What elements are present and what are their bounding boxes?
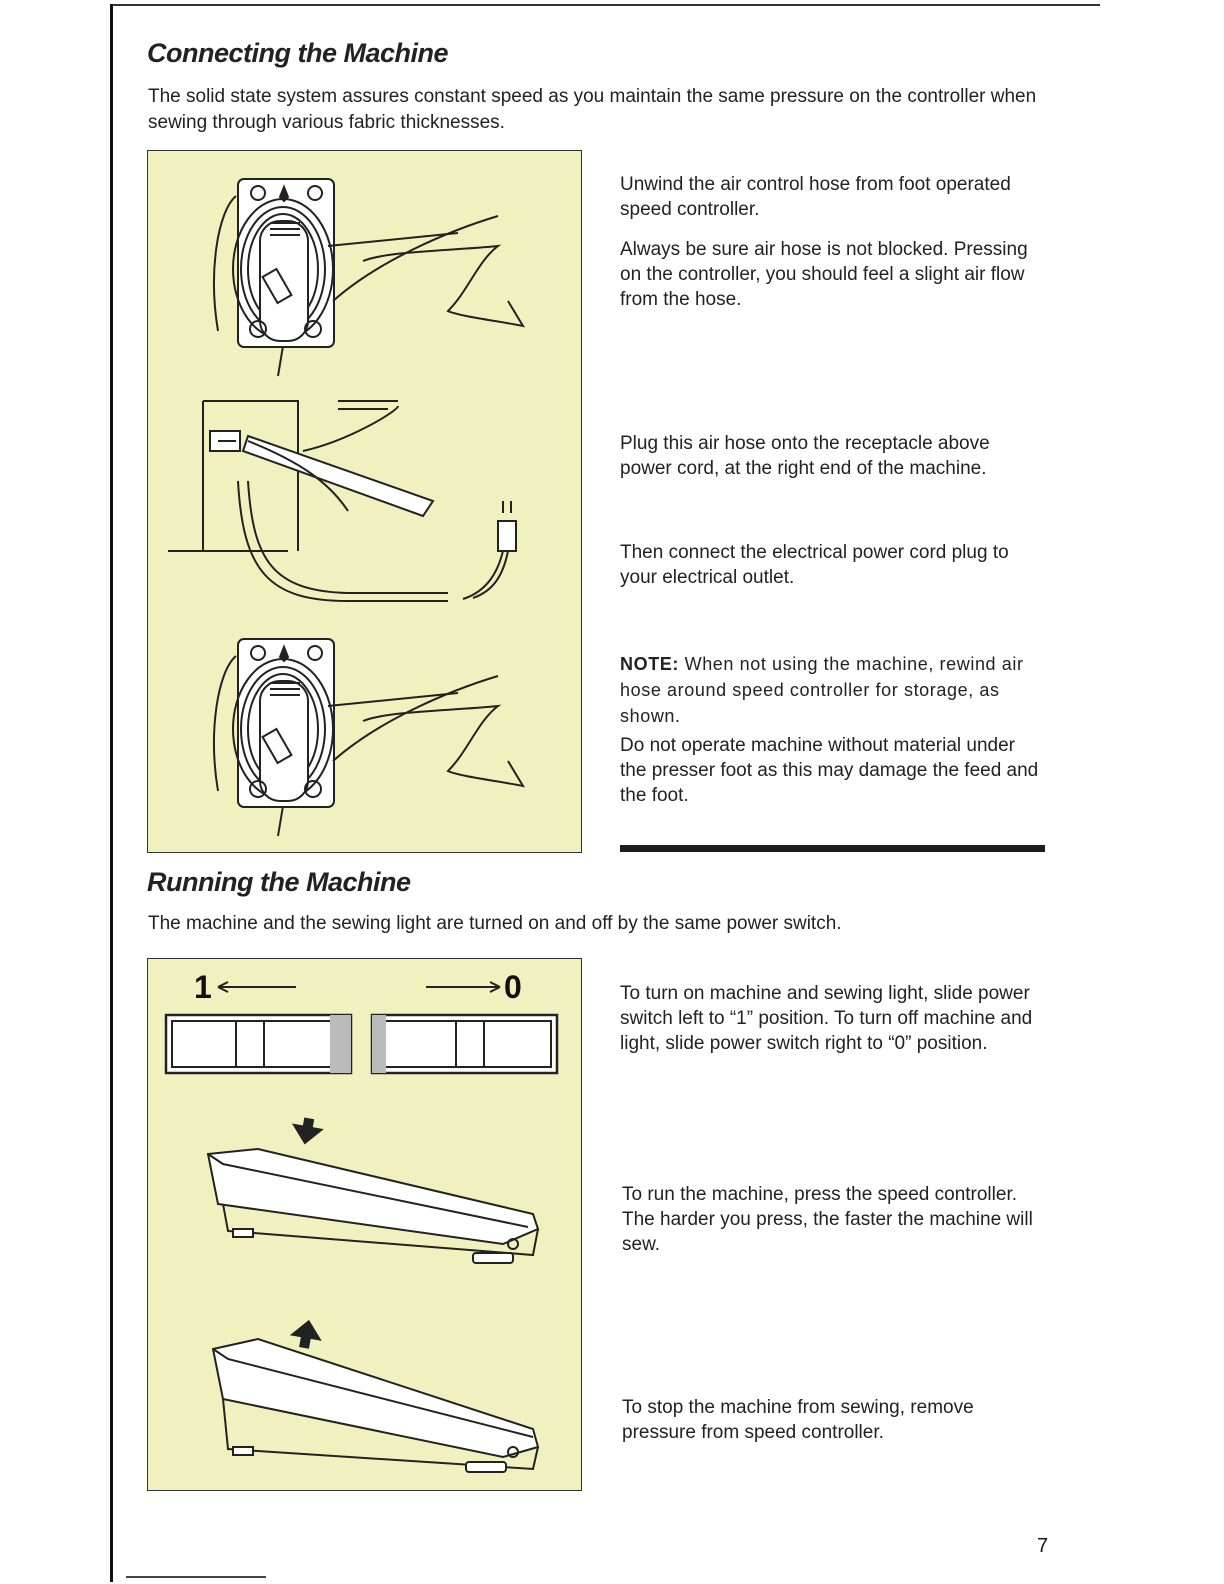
pressed-controller-illustration <box>208 1117 538 1263</box>
footer-line <box>126 1576 266 1578</box>
section-divider <box>620 845 1045 852</box>
power-switch-off-position <box>372 1015 557 1073</box>
running-illustration-svg <box>148 959 582 1491</box>
running-illustration <box>147 958 582 1491</box>
connecting-step-2: Always be sure air hose is not blocked. Pressing on the controller, you should feel a slight air flow from the hose. <box>620 239 1028 310</box>
connecting-step-1: Unwind the air control hose from foot operated speed controller. <box>620 174 1011 220</box>
note-label: NOTE: <box>620 654 679 674</box>
operation-warning: Do not operate machine without material under the presser foot as this may damage the feed and the foot. <box>620 735 1039 806</box>
page-border-left <box>110 4 113 1582</box>
power-switch-on-position <box>166 1015 351 1073</box>
controller-wound-illustration-bottom <box>214 639 523 836</box>
connecting-step-4: Then connect the electrical power cord plug to your electrical outlet. <box>620 542 1009 588</box>
running-step-3: To stop the machine from sewing, remove pressure from speed controller. <box>622 1397 974 1443</box>
controller-wound-illustration-top <box>214 179 523 376</box>
storage-note <box>620 651 1048 729</box>
connecting-step-3: Plug this air hose onto the receptacle above power cord, at the right end of the machine. <box>620 433 990 479</box>
note-text: When not using the machine, rewind air hose around speed controller for storage, as shown. <box>620 654 1024 726</box>
running-intro: The machine and the sewing light are turned on and off by the same power switch. <box>148 913 842 934</box>
switch-direction-arrows <box>218 982 500 992</box>
connecting-illustration <box>147 150 582 853</box>
running-step-2: To run the machine, press the speed controller. The harder you press, the faster the machine will sew. <box>622 1184 1033 1255</box>
connecting-illustration-svg <box>148 151 582 853</box>
connecting-title: Connecting the Machine <box>147 38 449 68</box>
running-title: Running the Machine <box>147 867 411 897</box>
hose-plug-illustration-middle <box>168 401 516 601</box>
connecting-intro: The solid state system assures constant speed as you maintain the same pressure on the controller when sewing through various fabric thicknesses. <box>148 86 1037 133</box>
released-controller-illustration <box>213 1319 538 1472</box>
running-step-1: To turn on machine and sewing light, slide power switch left to “1” position. To turn off machine and light, slide power switch right to “0” position. <box>620 983 1033 1054</box>
page-border-top <box>110 4 1100 6</box>
page-number: 7 <box>1037 1535 1049 1557</box>
switch-off-label: 0 <box>504 969 522 1005</box>
switch-on-label: 1 <box>194 969 212 1005</box>
